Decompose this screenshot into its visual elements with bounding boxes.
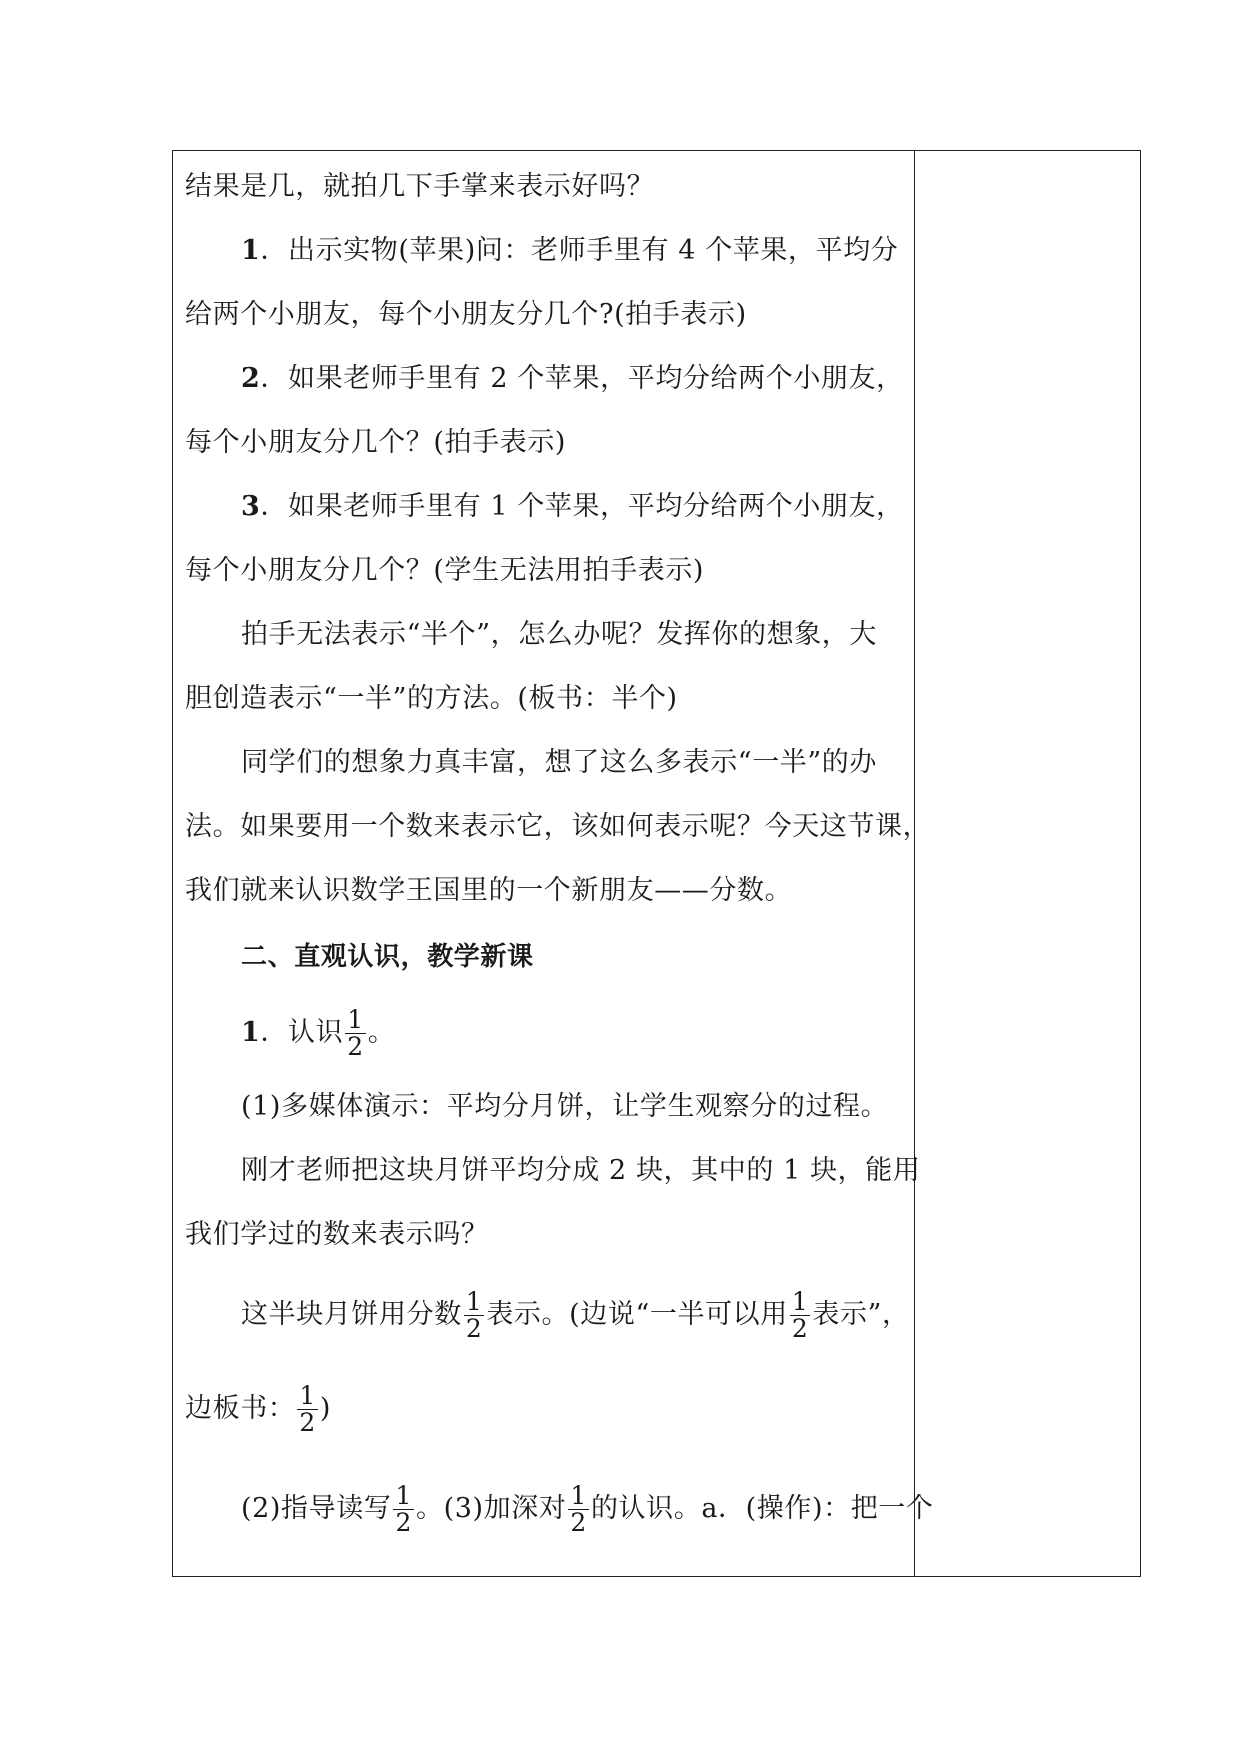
fraction-numerator: 1: [299, 1381, 316, 1410]
text-segment: ．认识: [260, 1017, 344, 1048]
fraction-line: [241, 1289, 910, 1342]
fraction-one-half: [297, 1383, 318, 1436]
fraction-numerator: 1: [570, 1481, 587, 1510]
text-segment: (2)指导读写: [241, 1493, 392, 1524]
text-segment: 边板书：: [185, 1393, 296, 1424]
text-line: 给两个小朋友，每个小朋友分几个?(拍手表示): [185, 299, 747, 330]
lesson-table: [172, 150, 1141, 1577]
step-number: 1: [241, 1017, 261, 1048]
subsection-line: [241, 1007, 395, 1060]
fraction-line: [185, 1383, 331, 1436]
text-line: 每个小朋友分几个？(学生无法用拍手表示): [185, 555, 705, 586]
text-segment: 的认识。a．(操作)：把一个: [590, 1493, 934, 1524]
text-segment: 。: [367, 1017, 396, 1048]
step-number: 1: [241, 235, 261, 266]
step-1-line: [241, 235, 898, 267]
fraction-line: [241, 1483, 934, 1536]
step-number: 3: [241, 491, 261, 522]
text-line: 同学们的想象力真丰富，想了这么多表示“一半”的办: [241, 747, 878, 778]
section-heading: 二、直观认识，教学新课: [241, 942, 534, 972]
fraction-denominator: 2: [395, 1508, 412, 1537]
text-line: 我们学过的数来表示吗？: [185, 1219, 489, 1250]
fraction-one-half: [790, 1289, 811, 1342]
fraction-numerator: 1: [791, 1287, 809, 1316]
step-number: 2: [241, 363, 261, 394]
fraction-denominator: 2: [570, 1508, 587, 1537]
fraction-one-half: [568, 1483, 589, 1536]
text-segment: ): [319, 1393, 332, 1424]
notes-cell: [915, 151, 1140, 1576]
text-line: 拍手无法表示“半个”，怎么办呢？发挥你的想象，大: [241, 619, 878, 650]
step-2-line: [241, 363, 904, 395]
text-line: 每个小朋友分几个？(拍手表示): [185, 427, 567, 458]
fraction-one-half: [464, 1289, 485, 1342]
text-segment: 。(3)加深对: [415, 1493, 567, 1524]
text-line: 我们就来认识数学王国里的一个新朋友——分数。: [185, 875, 793, 906]
step-text: ．出示实物(苹果)问：老师手里有 4 个苹果，平均分: [260, 235, 899, 266]
fraction-denominator: 2: [465, 1314, 483, 1343]
step-text: ．如果老师手里有 1 个苹果，平均分给两个小朋友，: [260, 491, 904, 522]
text-line: 胆创造表示“一半”的方法。(板书：半个): [185, 683, 678, 714]
fraction-one-half: [393, 1483, 414, 1536]
text-line: 法。如果要用一个数来表示它，该如何表示呢？今天这节课，: [185, 811, 931, 842]
step-text: ．如果老师手里有 2 个苹果，平均分给两个小朋友，: [260, 363, 904, 394]
fraction-denominator: 2: [299, 1408, 316, 1437]
fraction-numerator: 1: [395, 1481, 412, 1510]
text-segment: 这半块月饼用分数: [241, 1299, 462, 1330]
text-line: 结果是几，就拍几下手掌来表示好吗？: [185, 171, 655, 202]
fraction-numerator: 1: [347, 1005, 364, 1034]
text-line: (1)多媒体演示：平均分月饼，让学生观察分的过程。: [241, 1091, 889, 1122]
fraction-denominator: 2: [347, 1032, 364, 1061]
fraction-numerator: 1: [465, 1287, 483, 1316]
fraction-denominator: 2: [791, 1314, 809, 1343]
fraction-one-half: [345, 1007, 366, 1060]
step-3-line: [241, 491, 904, 523]
text-segment: 表示。(边说“一半可以用: [486, 1299, 788, 1330]
text-line: 刚才老师把这块月饼平均分成 2 块，其中的 1 块，能用: [241, 1155, 921, 1186]
text-segment: 表示”，: [812, 1299, 910, 1330]
